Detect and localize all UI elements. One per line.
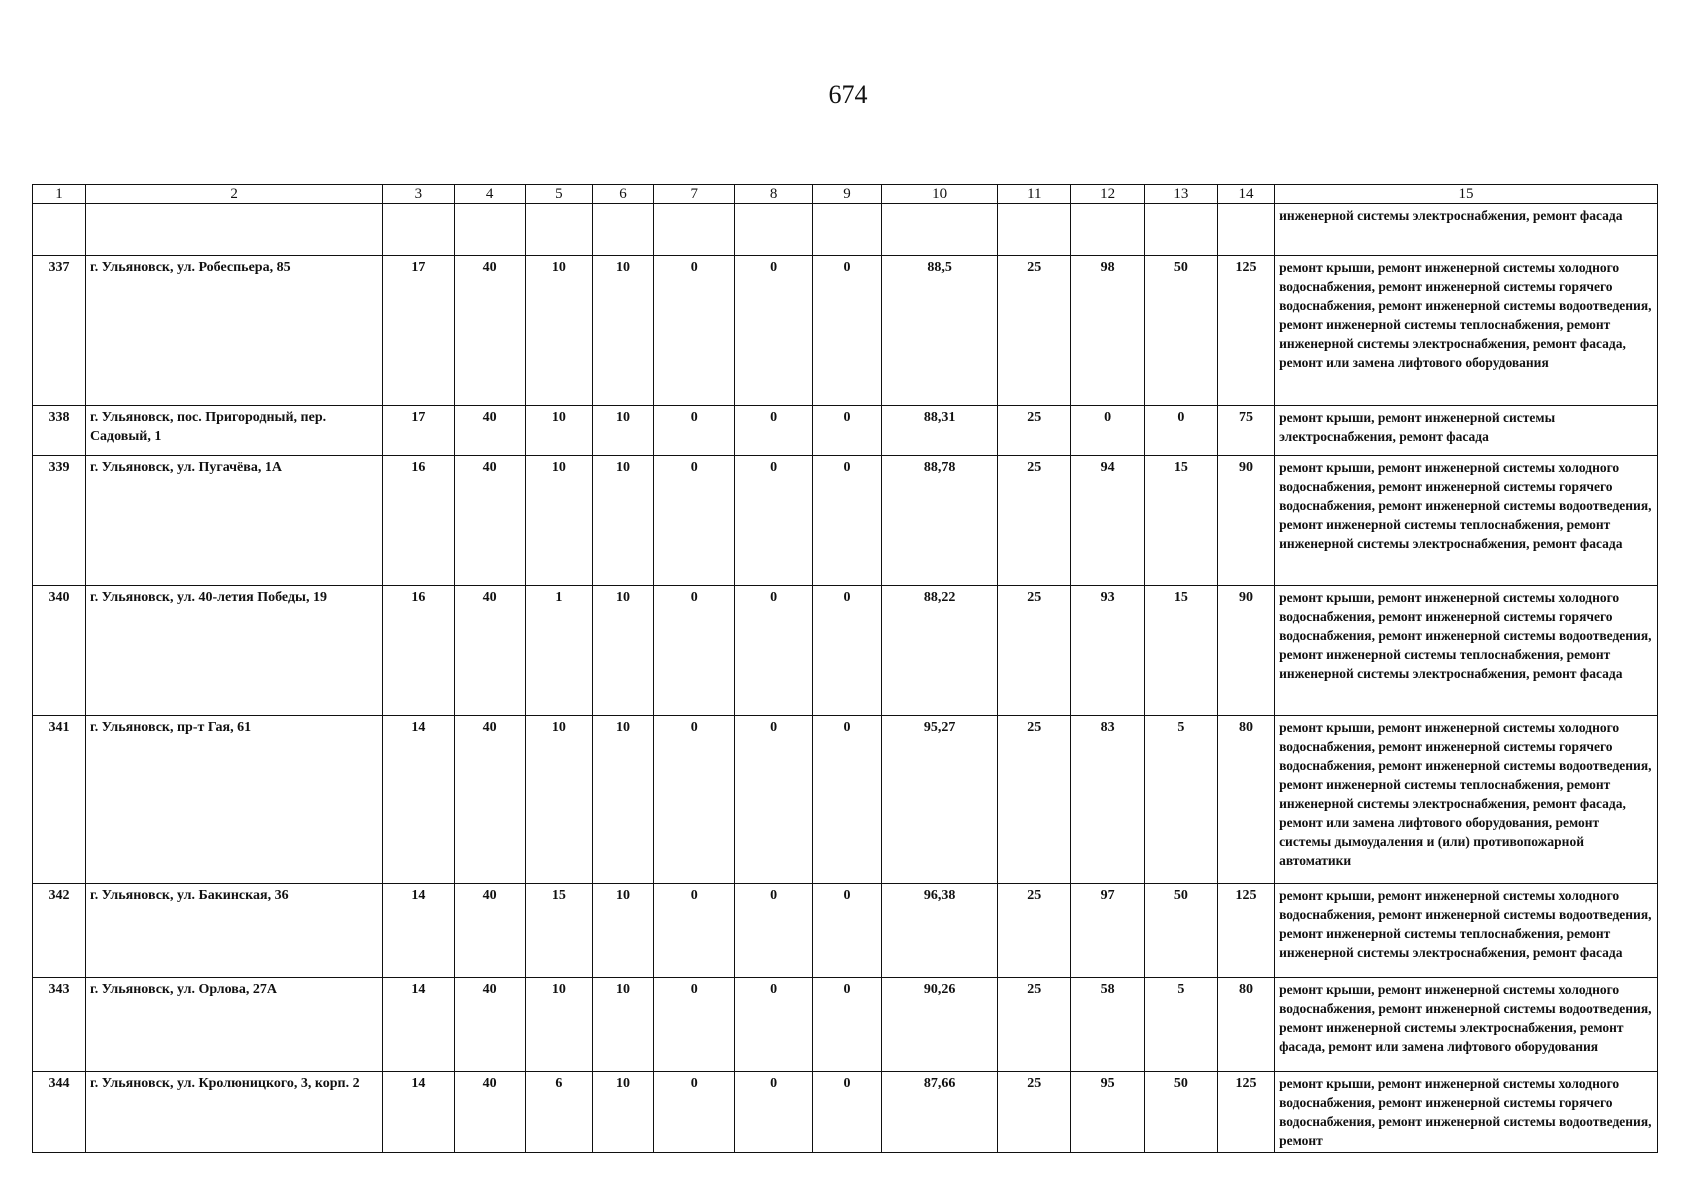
value-cell: 0 — [735, 884, 812, 978]
column-header: 9 — [812, 185, 881, 204]
value-cell: 25 — [998, 406, 1071, 456]
table-row — [33, 406, 1658, 456]
column-header: 10 — [882, 185, 998, 204]
value-cell: 90 — [1218, 456, 1275, 586]
row-number: 339 — [33, 456, 86, 586]
value-cell: 10 — [525, 978, 592, 1072]
value-cell: 58 — [1071, 978, 1144, 1072]
column-header: 13 — [1144, 185, 1217, 204]
column-header: 1 — [33, 185, 86, 204]
value-cell: 15 — [1144, 456, 1217, 586]
value-cell: 40 — [454, 406, 525, 456]
value-cell: 10 — [592, 1072, 653, 1153]
value-cell: 88,31 — [882, 406, 998, 456]
continuation-row — [33, 204, 1658, 256]
value-cell: 15 — [525, 884, 592, 978]
value-cell: 80 — [1218, 978, 1275, 1072]
value-cell: 16 — [383, 456, 454, 586]
value-cell: 0 — [654, 716, 735, 884]
value-cell: 0 — [654, 406, 735, 456]
value-cell: 40 — [454, 256, 525, 406]
value-cell: 95 — [1071, 1072, 1144, 1153]
repair-description: ремонт крыши, ремонт инженерной системы холодного водоснабжения, ремонт инженерной системы горячего водоснабжения, ремонт инженерной системы водоотведения, ремонт инженерной системы теплоснабжения, ремонт инженерной системы электроснабжения, ремонт фасада — [1275, 586, 1658, 716]
table-row — [33, 586, 1658, 716]
value-cell: 1 — [525, 586, 592, 716]
table-row — [33, 884, 1658, 978]
value-cell: 97 — [1071, 884, 1144, 978]
column-header: 2 — [85, 185, 382, 204]
column-header: 3 — [383, 185, 454, 204]
value-cell: 25 — [998, 716, 1071, 884]
value-cell: 125 — [1218, 884, 1275, 978]
repair-program-table — [32, 184, 1658, 1153]
row-number: 344 — [33, 1072, 86, 1153]
value-cell: 93 — [1071, 586, 1144, 716]
value-cell: 95,27 — [882, 716, 998, 884]
value-cell: 88,78 — [882, 456, 998, 586]
value-cell: 0 — [654, 256, 735, 406]
value-cell: 94 — [1071, 456, 1144, 586]
value-cell: 0 — [812, 716, 881, 884]
column-header: 12 — [1071, 185, 1144, 204]
value-cell: 10 — [592, 406, 653, 456]
value-cell: 83 — [1071, 716, 1144, 884]
value-cell: 40 — [454, 456, 525, 586]
repair-description: ремонт крыши, ремонт инженерной системы холодного водоснабжения, ремонт инженерной системы горячего водоснабжения, ремонт инженерной системы водоотведения, ремонт инженерной системы теплоснабжения, ремонт инженерной системы электроснабжения, ремонт фасада — [1275, 456, 1658, 586]
value-cell: 25 — [998, 586, 1071, 716]
address-cell: г. Ульяновск, пр-т Гая, 61 — [85, 716, 382, 884]
value-cell: 14 — [383, 978, 454, 1072]
address-cell: г. Ульяновск, ул. Кролюницкого, 3, корп. 2 — [85, 1072, 382, 1153]
value-cell: 0 — [654, 456, 735, 586]
value-cell: 10 — [525, 456, 592, 586]
column-header: 11 — [998, 185, 1071, 204]
value-cell: 14 — [383, 716, 454, 884]
repair-description: ремонт крыши, ремонт инженерной системы холодного водоснабжения, ремонт инженерной системы водоотведения, ремонт инженерной системы электроснабжения, ремонт фасада, ремонт или замена лифтового оборудования — [1275, 978, 1658, 1072]
column-header: 4 — [454, 185, 525, 204]
value-cell: 0 — [735, 1072, 812, 1153]
value-cell: 40 — [454, 716, 525, 884]
value-cell: 40 — [454, 884, 525, 978]
address-cell: г. Ульяновск, ул. Робеспьера, 85 — [85, 256, 382, 406]
value-cell: 10 — [592, 456, 653, 586]
table-row — [33, 978, 1658, 1072]
value-cell: 6 — [525, 1072, 592, 1153]
value-cell: 0 — [812, 586, 881, 716]
column-header: 14 — [1218, 185, 1275, 204]
value-cell: 0 — [1144, 406, 1217, 456]
value-cell: 75 — [1218, 406, 1275, 456]
value-cell: 0 — [735, 716, 812, 884]
value-cell: 15 — [1144, 586, 1217, 716]
repair-description: инженерной системы электроснабжения, ремонт фасада — [1275, 204, 1658, 256]
value-cell: 0 — [812, 256, 881, 406]
value-cell: 5 — [1144, 716, 1217, 884]
value-cell: 0 — [1071, 406, 1144, 456]
row-number: 337 — [33, 256, 86, 406]
value-cell: 50 — [1144, 1072, 1217, 1153]
value-cell: 50 — [1144, 884, 1217, 978]
value-cell: 17 — [383, 406, 454, 456]
value-cell: 80 — [1218, 716, 1275, 884]
value-cell: 10 — [525, 406, 592, 456]
value-cell: 0 — [812, 456, 881, 586]
value-cell: 125 — [1218, 256, 1275, 406]
value-cell: 0 — [654, 586, 735, 716]
value-cell: 10 — [592, 978, 653, 1072]
value-cell: 125 — [1218, 1072, 1275, 1153]
address-cell: г. Ульяновск, ул. Орлова, 27А — [85, 978, 382, 1072]
row-number: 338 — [33, 406, 86, 456]
row-number: 343 — [33, 978, 86, 1072]
table-row — [33, 1072, 1658, 1153]
value-cell: 0 — [654, 884, 735, 978]
address-cell: г. Ульяновск, ул. Бакинская, 36 — [85, 884, 382, 978]
value-cell: 98 — [1071, 256, 1144, 406]
repair-description: ремонт крыши, ремонт инженерной системы холодного водоснабжения, ремонт инженерной системы водоотведения, ремонт инженерной системы теплоснабжения, ремонт инженерной системы электроснабжения, ремонт фасада — [1275, 884, 1658, 978]
column-header: 7 — [654, 185, 735, 204]
column-header: 5 — [525, 185, 592, 204]
value-cell: 0 — [654, 1072, 735, 1153]
value-cell: 88,5 — [882, 256, 998, 406]
address-cell: г. Ульяновск, ул. Пугачёва, 1А — [85, 456, 382, 586]
value-cell: 25 — [998, 1072, 1071, 1153]
value-cell: 0 — [654, 978, 735, 1072]
value-cell: 90 — [1218, 586, 1275, 716]
value-cell: 14 — [383, 884, 454, 978]
row-number: 341 — [33, 716, 86, 884]
value-cell: 0 — [735, 586, 812, 716]
value-cell: 10 — [592, 586, 653, 716]
value-cell: 50 — [1144, 256, 1217, 406]
repair-description: ремонт крыши, ремонт инженерной системы холодного водоснабжения, ремонт инженерной системы горячего водоснабжения, ремонт инженерной системы водоотведения, ремонт инженерной системы теплоснабжения, ремонт инженерной системы электроснабжения, ремонт фасада, ремонт или замена лифтового оборудования — [1275, 256, 1658, 406]
value-cell: 0 — [812, 1072, 881, 1153]
value-cell: 0 — [735, 978, 812, 1072]
value-cell: 0 — [812, 978, 881, 1072]
table-row — [33, 716, 1658, 884]
header-row — [33, 185, 1658, 204]
value-cell: 0 — [735, 256, 812, 406]
value-cell: 5 — [1144, 978, 1217, 1072]
value-cell: 25 — [998, 884, 1071, 978]
value-cell: 10 — [592, 884, 653, 978]
value-cell: 0 — [735, 456, 812, 586]
value-cell: 10 — [592, 256, 653, 406]
row-number: 342 — [33, 884, 86, 978]
value-cell: 10 — [525, 716, 592, 884]
value-cell: 0 — [812, 406, 881, 456]
value-cell: 25 — [998, 456, 1071, 586]
value-cell: 90,26 — [882, 978, 998, 1072]
column-header: 8 — [735, 185, 812, 204]
value-cell: 87,66 — [882, 1072, 998, 1153]
value-cell: 40 — [454, 1072, 525, 1153]
value-cell: 10 — [525, 256, 592, 406]
repair-description: ремонт крыши, ремонт инженерной системы холодного водоснабжения, ремонт инженерной системы горячего водоснабжения, ремонт инженерной системы водоотведения, ремонт — [1275, 1072, 1658, 1153]
table-row — [33, 456, 1658, 586]
value-cell: 88,22 — [882, 586, 998, 716]
value-cell: 96,38 — [882, 884, 998, 978]
value-cell: 0 — [812, 884, 881, 978]
repair-description: ремонт крыши, ремонт инженерной системы электроснабжения, ремонт фасада — [1275, 406, 1658, 456]
repair-description: ремонт крыши, ремонт инженерной системы холодного водоснабжения, ремонт инженерной системы горячего водоснабжения, ремонт инженерной системы водоотведения, ремонт инженерной системы теплоснабжения, ремонт инженерной системы электроснабжения, ремонт фасада, ремонт или замена лифтового оборудования, ремонт системы дымоудаления и (или) противопожарной автоматики — [1275, 716, 1658, 884]
address-cell: г. Ульяновск, пос. Пригородный, пер. Садовый, 1 — [85, 406, 382, 456]
column-header: 15 — [1275, 185, 1658, 204]
value-cell: 16 — [383, 586, 454, 716]
value-cell: 10 — [592, 716, 653, 884]
column-header: 6 — [592, 185, 653, 204]
address-cell: г. Ульяновск, ул. 40-летия Победы, 19 — [85, 586, 382, 716]
row-number: 340 — [33, 586, 86, 716]
value-cell: 17 — [383, 256, 454, 406]
value-cell: 40 — [454, 586, 525, 716]
value-cell: 0 — [735, 406, 812, 456]
value-cell: 40 — [454, 978, 525, 1072]
value-cell: 14 — [383, 1072, 454, 1153]
value-cell: 25 — [998, 978, 1071, 1072]
value-cell: 25 — [998, 256, 1071, 406]
page-number: 674 — [828, 80, 868, 109]
table-row — [33, 256, 1658, 406]
